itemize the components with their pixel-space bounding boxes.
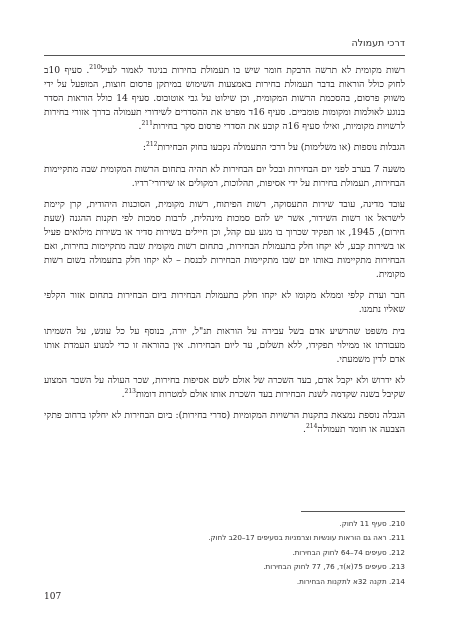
footnotes: [44, 517, 405, 589]
footnote-ref[interactable]: 210: [89, 63, 101, 71]
page-number: 107: [44, 592, 62, 602]
paragraph-text: .: [138, 121, 142, 133]
paragraph-8: [44, 409, 405, 437]
footnote-item: 211. ראה גם הוראות עונשיות וצרמניות בסעיפים 17–20ב לחוק.: [208, 533, 405, 543]
footnote-ref[interactable]: 213: [124, 387, 136, 395]
footnote-item: 210. סעיף 11 לחוק.: [339, 519, 405, 528]
running-head: דרכי תעמולה: [351, 38, 405, 49]
paragraph-text: משעה 7 בערב לפני יום הבחירות ובכל יום הבחירות לא תהיה בתחום הרשות המקומית שבה מתקיימות הבחירות, תעמולת בחירות על ידי אסיפות, תהלוכות, רמקולים או שידורי־רדיו.: [44, 163, 405, 189]
paragraph-5: [44, 289, 405, 317]
paragraph-text: הגבלה נוספת נמצאת בתקנות הרשויות המקומיות (סדרי בחירות): ביום הבחירות לא יחלקו ברחוב פתקי הצבעה או חומר תעמולה: [44, 409, 405, 436]
footnote-item: 212. סעיפים 74–64 לחוק הבחירות.: [292, 547, 405, 557]
paragraph-text: .: [303, 424, 306, 436]
paragraph-1: [44, 64, 405, 134]
footnote-ref[interactable]: 211: [141, 120, 153, 128]
paragraph-text: .: [121, 388, 125, 400]
paragraph-2: [44, 141, 405, 155]
paragraph-text: לא ידרוש ולא יקבל אדם, בעד השכרה של אולם לשם אסיפות בחירות, שכר העולה על השכר המצוע שקיבל בשנה שקדמה לשנת הבחירות בעד השכרת אותו אולם למטרות דומות: [44, 374, 405, 400]
footnote-ref[interactable]: 212: [146, 141, 158, 149]
paragraph-text: :: [142, 142, 146, 154]
paragraph-text: בית משפט שהרשיע אדם בשל עבירה על הוראות תנ"ל, יורה, בנוסף על כל עונש, על השמיתו מעבודתו או ממילוי תפקידו, ללא תשלום, עד ליום הבחירות. אין בהוראה זו כדי למנוע העמדת אותו אדם לדין משמעתי.: [44, 325, 405, 365]
paragraph-text: הגבלות נוספות (או משלימות) על דרכי התעמולה נקבעו בחוק הבחירות: [157, 142, 405, 154]
body-text: [44, 64, 405, 444]
paragraph-text: רשות מקומית לא תרשה הדבקת חומר שיש בו תעמולת בחירות בניגוד לאמור לעיל: [100, 65, 405, 76]
paragraph-7: [44, 374, 405, 402]
footnote-item: 214. תקנה 32א לתקנות הבחירות.: [296, 576, 405, 586]
paragraph-text: . סעיף 10ב לחוק כולל הוראות בדבר תעמולת בחירות באמצעות השימוש במיתקן פרסום חוצות, המופעל על ידי משווק פרסום, בהסכמת הרשות המקומית, וכן שילוט על גבי אוטובוס. סעיף 14 כולל הוראות הסדר בנוגע לאולמות ומקומות פומביים. סעיף 16ד מפרט את ההסדרים לשידורי תעמולה בדרך אזורי בחירות לרשויות מקומיות, ואילו סעיף 16ה קובע את הסדרי פרסום סקר בחירות: [44, 65, 405, 133]
paragraph-6: [44, 325, 405, 367]
paragraph-4: [44, 198, 405, 283]
footnote-ref[interactable]: 214: [305, 423, 318, 430]
footnote-item: 213. סעיפים 75(א)ד, 76, 77 לחוק הבחירות.: [263, 562, 405, 572]
paragraph-text: חבר ועדת קלפי וממלא מקומו לא יקחו חלק בתעמולת הבחירות ביום הבחירות בתחום אזור הקלפי שאליו נתמנו.: [44, 290, 405, 316]
footnote-rule: [301, 511, 405, 512]
paragraph-3: [44, 163, 405, 191]
header-rule: [44, 55, 405, 56]
paragraph-text: עובד מדינה, עובד שירות התעסוקה, רשות הפיתוח, רשות מקומית, הסוכנות היהודית, קרן קיימת לישראל או רשות השידור, אשר יש להם סמכות מינהלית, לרבות סמכות לפי תקנות ההגנה (שעת חירום), 1945, או תפקיד שכרוך בו מגע עם קהל, וכן חיילים בשירות סדיר או בשירות מילואים פעיל או בשירות קבע, לא יקחו חלק בתעמולת הבחירות, בתחום רשות מקומית שבה מתקיימות בחירות, ואם הבחירות מתקיימות באותו יום שבו מתקיימות הבחירות לכנסת – לא יקחו חלק בתעמולה בשום רשות מקומית.: [44, 198, 405, 281]
